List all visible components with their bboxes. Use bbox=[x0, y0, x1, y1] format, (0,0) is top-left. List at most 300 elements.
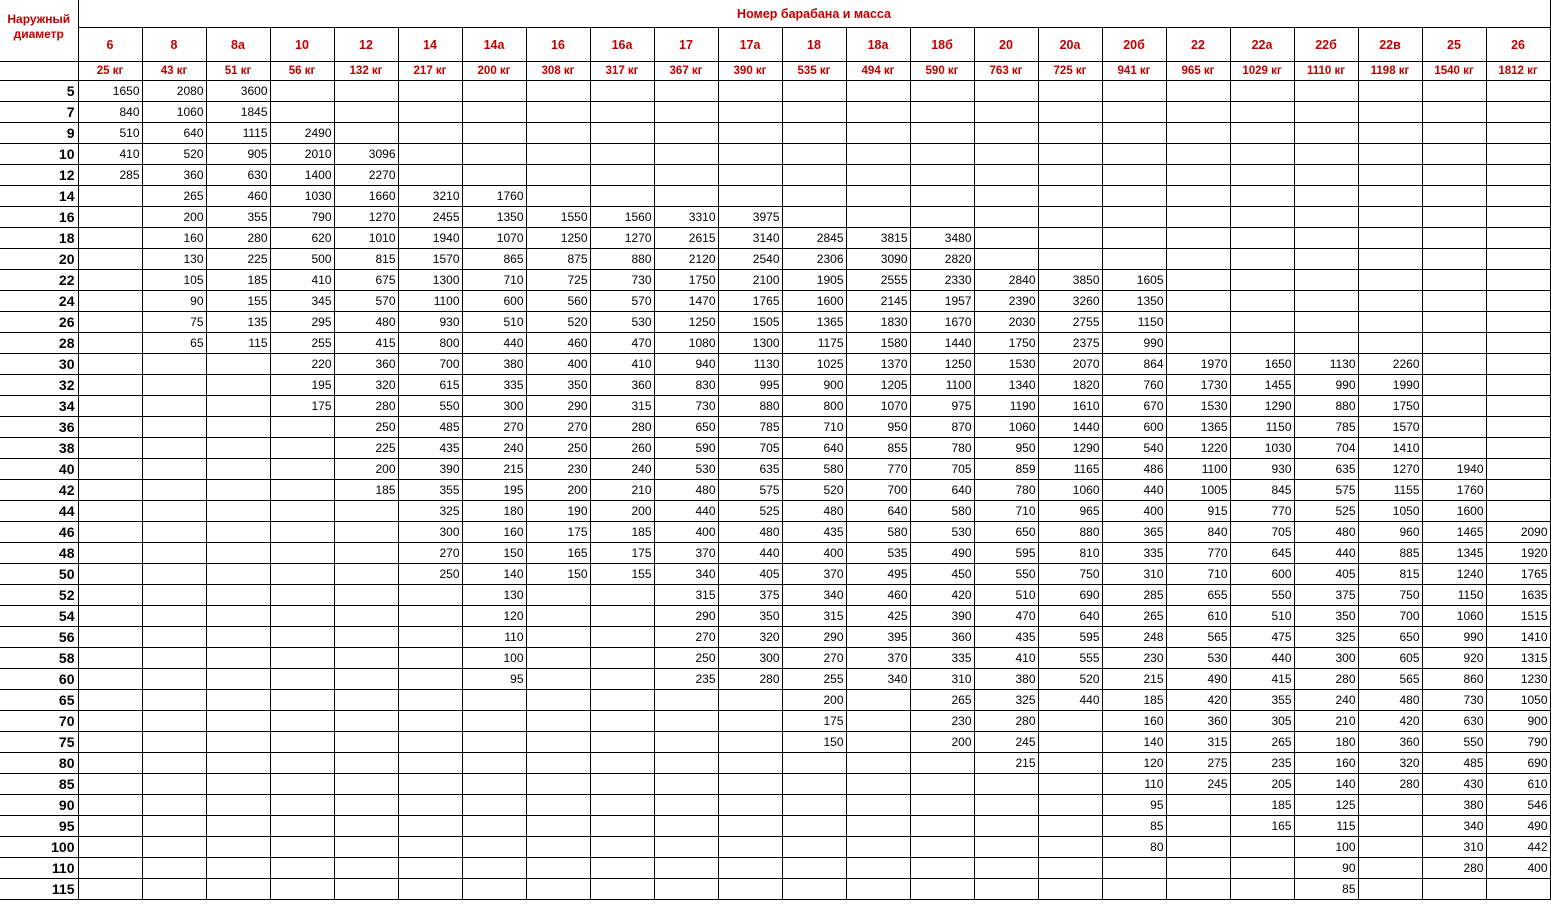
drum-mass-row bbox=[0, 62, 1550, 81]
length-value-cell: 520 bbox=[142, 144, 206, 165]
length-value-cell bbox=[78, 795, 142, 816]
length-value-cell: 1505 bbox=[718, 312, 782, 333]
length-value-cell bbox=[1422, 354, 1486, 375]
length-value-cell: 115 bbox=[1294, 816, 1358, 837]
length-value-cell bbox=[334, 879, 398, 900]
length-value-cell bbox=[654, 102, 718, 123]
length-value-cell: 290 bbox=[654, 606, 718, 627]
length-value-cell bbox=[1486, 102, 1550, 123]
length-value-cell: 280 bbox=[1294, 669, 1358, 690]
length-value-cell: 370 bbox=[654, 543, 718, 564]
length-value-cell bbox=[846, 816, 910, 837]
length-value-cell: 705 bbox=[718, 438, 782, 459]
length-value-cell bbox=[78, 648, 142, 669]
length-value-cell bbox=[590, 627, 654, 648]
drum-number-header: 12 bbox=[334, 28, 398, 62]
mass-row-blank-cell bbox=[0, 62, 78, 81]
length-value-cell bbox=[1166, 102, 1230, 123]
length-value-cell: 690 bbox=[1486, 753, 1550, 774]
length-value-cell bbox=[1358, 165, 1422, 186]
length-value-cell: 235 bbox=[1230, 753, 1294, 774]
length-value-cell bbox=[718, 816, 782, 837]
drum-mass-header: 308 кг bbox=[526, 62, 590, 81]
length-value-cell bbox=[1166, 312, 1230, 333]
length-value-cell bbox=[398, 774, 462, 795]
table-row bbox=[0, 438, 1550, 459]
length-value-cell bbox=[270, 627, 334, 648]
length-value-cell bbox=[142, 627, 206, 648]
length-value-cell bbox=[526, 837, 590, 858]
table-row bbox=[0, 186, 1550, 207]
length-value-cell: 930 bbox=[398, 312, 462, 333]
length-value-cell: 1750 bbox=[654, 270, 718, 291]
length-value-cell: 675 bbox=[334, 270, 398, 291]
length-value-cell bbox=[1294, 123, 1358, 144]
table-row bbox=[0, 123, 1550, 144]
length-value-cell bbox=[1422, 165, 1486, 186]
table-row bbox=[0, 333, 1550, 354]
length-value-cell: 2330 bbox=[910, 270, 974, 291]
length-value-cell bbox=[590, 774, 654, 795]
drum-number-header: 16 bbox=[526, 28, 590, 62]
length-value-cell: 480 bbox=[782, 501, 846, 522]
length-value-cell: 340 bbox=[654, 564, 718, 585]
length-value-cell: 360 bbox=[1166, 711, 1230, 732]
length-value-cell: 905 bbox=[206, 144, 270, 165]
length-value-cell bbox=[142, 711, 206, 732]
drum-mass-header: 390 кг bbox=[718, 62, 782, 81]
length-value-cell bbox=[1294, 312, 1358, 333]
length-value-cell: 700 bbox=[1358, 606, 1422, 627]
length-value-cell bbox=[462, 753, 526, 774]
length-value-cell bbox=[1294, 81, 1358, 102]
length-value-cell bbox=[462, 816, 526, 837]
length-value-cell: 440 bbox=[1038, 690, 1102, 711]
length-value-cell: 830 bbox=[654, 375, 718, 396]
length-value-cell bbox=[142, 753, 206, 774]
length-value-cell bbox=[1294, 270, 1358, 291]
length-value-cell: 2306 bbox=[782, 249, 846, 270]
length-value-cell: 510 bbox=[974, 585, 1038, 606]
length-value-cell bbox=[78, 858, 142, 879]
length-value-cell bbox=[1486, 207, 1550, 228]
outer-diameter-header: Наружный диаметр bbox=[0, 0, 78, 62]
length-value-cell: 1350 bbox=[1102, 291, 1166, 312]
length-value-cell bbox=[526, 627, 590, 648]
length-value-cell: 1005 bbox=[1166, 480, 1230, 501]
length-value-cell: 1570 bbox=[398, 249, 462, 270]
length-value-cell: 250 bbox=[398, 564, 462, 585]
length-value-cell bbox=[462, 732, 526, 753]
length-value-cell: 1290 bbox=[1038, 438, 1102, 459]
length-value-cell: 710 bbox=[782, 417, 846, 438]
length-value-cell: 1060 bbox=[974, 417, 1038, 438]
outer-diameter-cell: 110 bbox=[0, 858, 78, 879]
length-value-cell bbox=[1486, 333, 1550, 354]
length-value-cell bbox=[1102, 186, 1166, 207]
length-value-cell: 3480 bbox=[910, 228, 974, 249]
length-value-cell: 770 bbox=[1166, 543, 1230, 564]
length-value-cell: 185 bbox=[206, 270, 270, 291]
length-value-cell: 230 bbox=[910, 711, 974, 732]
length-value-cell bbox=[270, 879, 334, 900]
length-value-cell: 300 bbox=[718, 648, 782, 669]
length-value-cell bbox=[590, 732, 654, 753]
length-value-cell bbox=[1294, 102, 1358, 123]
length-value-cell bbox=[206, 774, 270, 795]
drum-number-header: 18 bbox=[782, 28, 846, 62]
length-value-cell bbox=[526, 816, 590, 837]
length-value-cell bbox=[526, 81, 590, 102]
length-value-cell: 315 bbox=[782, 606, 846, 627]
length-value-cell: 270 bbox=[782, 648, 846, 669]
drum-number-header: 8а bbox=[206, 28, 270, 62]
length-value-cell bbox=[526, 795, 590, 816]
length-value-cell: 450 bbox=[910, 564, 974, 585]
length-value-cell bbox=[782, 123, 846, 144]
length-value-cell: 380 bbox=[974, 669, 1038, 690]
length-value-cell: 480 bbox=[654, 480, 718, 501]
length-value-cell: 3310 bbox=[654, 207, 718, 228]
table-row bbox=[0, 606, 1550, 627]
length-value-cell bbox=[1486, 417, 1550, 438]
length-value-cell bbox=[334, 585, 398, 606]
length-value-cell bbox=[1038, 774, 1102, 795]
outer-diameter-cell: 46 bbox=[0, 522, 78, 543]
outer-diameter-cell: 56 bbox=[0, 627, 78, 648]
length-value-cell bbox=[334, 816, 398, 837]
length-value-cell bbox=[1358, 102, 1422, 123]
length-value-cell bbox=[78, 333, 142, 354]
length-value-cell: 155 bbox=[206, 291, 270, 312]
length-value-cell: 730 bbox=[654, 396, 718, 417]
length-value-cell bbox=[1102, 207, 1166, 228]
length-value-cell: 110 bbox=[462, 627, 526, 648]
length-value-cell: 255 bbox=[270, 333, 334, 354]
length-value-cell: 340 bbox=[1422, 816, 1486, 837]
length-value-cell: 285 bbox=[1102, 585, 1166, 606]
length-value-cell bbox=[142, 837, 206, 858]
length-value-cell bbox=[1422, 123, 1486, 144]
length-value-cell bbox=[846, 795, 910, 816]
length-value-cell: 315 bbox=[590, 396, 654, 417]
length-value-cell: 110 bbox=[1102, 774, 1166, 795]
length-value-cell bbox=[270, 711, 334, 732]
length-value-cell: 270 bbox=[654, 627, 718, 648]
length-value-cell bbox=[1486, 291, 1550, 312]
length-value-cell: 410 bbox=[270, 270, 334, 291]
length-value-cell bbox=[398, 711, 462, 732]
length-value-cell bbox=[910, 165, 974, 186]
length-value-cell: 270 bbox=[398, 543, 462, 564]
length-value-cell: 855 bbox=[846, 438, 910, 459]
length-value-cell bbox=[1422, 375, 1486, 396]
length-value-cell: 140 bbox=[1294, 774, 1358, 795]
length-value-cell: 840 bbox=[78, 102, 142, 123]
length-value-cell: 2090 bbox=[1486, 522, 1550, 543]
length-value-cell: 65 bbox=[142, 333, 206, 354]
length-value-cell: 580 bbox=[910, 501, 974, 522]
table-row bbox=[0, 270, 1550, 291]
length-value-cell bbox=[78, 669, 142, 690]
length-value-cell bbox=[270, 606, 334, 627]
length-value-cell bbox=[334, 543, 398, 564]
length-value-cell bbox=[1422, 396, 1486, 417]
length-value-cell bbox=[78, 417, 142, 438]
length-value-cell bbox=[974, 228, 1038, 249]
length-value-cell bbox=[78, 396, 142, 417]
length-value-cell bbox=[654, 795, 718, 816]
length-value-cell: 1345 bbox=[1422, 543, 1486, 564]
length-value-cell bbox=[526, 123, 590, 144]
table-row bbox=[0, 858, 1550, 879]
length-value-cell: 420 bbox=[1166, 690, 1230, 711]
length-value-cell bbox=[526, 585, 590, 606]
length-value-cell bbox=[782, 816, 846, 837]
length-value-cell: 1580 bbox=[846, 333, 910, 354]
length-value-cell bbox=[526, 648, 590, 669]
drum-number-header: 8 bbox=[142, 28, 206, 62]
length-value-cell: 730 bbox=[1422, 690, 1486, 711]
length-value-cell bbox=[206, 564, 270, 585]
length-value-cell bbox=[206, 501, 270, 522]
table-row bbox=[0, 564, 1550, 585]
length-value-cell: 1030 bbox=[270, 186, 334, 207]
drum-mass-header: 535 кг bbox=[782, 62, 846, 81]
length-value-cell: 635 bbox=[718, 459, 782, 480]
length-value-cell: 495 bbox=[846, 564, 910, 585]
table-row bbox=[0, 207, 1550, 228]
table-row bbox=[0, 816, 1550, 837]
length-value-cell: 565 bbox=[1166, 627, 1230, 648]
length-value-cell: 520 bbox=[782, 480, 846, 501]
length-value-cell: 640 bbox=[142, 123, 206, 144]
length-value-cell: 960 bbox=[1358, 522, 1422, 543]
length-value-cell: 405 bbox=[718, 564, 782, 585]
length-value-cell bbox=[782, 774, 846, 795]
length-value-cell: 425 bbox=[846, 606, 910, 627]
length-value-cell bbox=[78, 186, 142, 207]
length-value-cell bbox=[1038, 186, 1102, 207]
length-value-cell: 575 bbox=[718, 480, 782, 501]
outer-diameter-cell: 70 bbox=[0, 711, 78, 732]
length-value-cell bbox=[526, 858, 590, 879]
length-value-cell: 490 bbox=[1486, 816, 1550, 837]
length-value-cell bbox=[1166, 270, 1230, 291]
length-value-cell: 1025 bbox=[782, 354, 846, 375]
length-value-cell: 1270 bbox=[590, 228, 654, 249]
length-value-cell bbox=[206, 669, 270, 690]
length-value-cell bbox=[78, 627, 142, 648]
length-value-cell: 2145 bbox=[846, 291, 910, 312]
length-value-cell: 280 bbox=[1422, 858, 1486, 879]
length-value-cell: 3815 bbox=[846, 228, 910, 249]
drum-mass-header: 763 кг bbox=[974, 62, 1038, 81]
length-value-cell: 160 bbox=[462, 522, 526, 543]
length-value-cell bbox=[846, 858, 910, 879]
length-value-cell bbox=[974, 207, 1038, 228]
length-value-cell: 460 bbox=[846, 585, 910, 606]
outer-diameter-cell: 58 bbox=[0, 648, 78, 669]
length-value-cell: 320 bbox=[1358, 753, 1422, 774]
length-value-cell bbox=[654, 858, 718, 879]
length-value-cell bbox=[782, 879, 846, 900]
length-value-cell bbox=[846, 774, 910, 795]
length-value-cell: 335 bbox=[462, 375, 526, 396]
length-value-cell bbox=[206, 627, 270, 648]
length-value-cell: 90 bbox=[1294, 858, 1358, 879]
length-value-cell: 2080 bbox=[142, 81, 206, 102]
length-value-cell bbox=[334, 753, 398, 774]
length-value-cell: 1660 bbox=[334, 186, 398, 207]
length-value-cell bbox=[974, 165, 1038, 186]
length-value-cell bbox=[270, 690, 334, 711]
outer-diameter-cell: 48 bbox=[0, 543, 78, 564]
length-value-cell: 175 bbox=[270, 396, 334, 417]
length-value-cell bbox=[462, 81, 526, 102]
length-value-cell bbox=[910, 837, 974, 858]
length-value-cell: 200 bbox=[782, 690, 846, 711]
length-value-cell bbox=[1422, 144, 1486, 165]
length-value-cell: 1150 bbox=[1422, 585, 1486, 606]
length-value-cell bbox=[718, 165, 782, 186]
length-value-cell bbox=[846, 732, 910, 753]
length-value-cell bbox=[78, 606, 142, 627]
length-value-cell: 1340 bbox=[974, 375, 1038, 396]
length-value-cell bbox=[846, 186, 910, 207]
length-value-cell: 95 bbox=[462, 669, 526, 690]
length-value-cell bbox=[334, 648, 398, 669]
length-value-cell bbox=[398, 879, 462, 900]
length-value-cell: 1650 bbox=[1230, 354, 1294, 375]
length-value-cell bbox=[1422, 186, 1486, 207]
length-value-cell: 460 bbox=[526, 333, 590, 354]
length-value-cell bbox=[398, 81, 462, 102]
length-value-cell: 670 bbox=[1102, 396, 1166, 417]
length-value-cell: 2555 bbox=[846, 270, 910, 291]
length-value-cell bbox=[1038, 207, 1102, 228]
length-value-cell: 1070 bbox=[462, 228, 526, 249]
length-value-cell bbox=[206, 396, 270, 417]
length-value-cell: 760 bbox=[1102, 375, 1166, 396]
length-value-cell: 200 bbox=[142, 207, 206, 228]
length-value-cell: 442 bbox=[1486, 837, 1550, 858]
length-value-cell: 205 bbox=[1230, 774, 1294, 795]
outer-diameter-cell: 22 bbox=[0, 270, 78, 291]
length-value-cell bbox=[1230, 102, 1294, 123]
length-value-cell: 990 bbox=[1422, 627, 1486, 648]
length-value-cell bbox=[462, 795, 526, 816]
length-value-cell: 2455 bbox=[398, 207, 462, 228]
length-value-cell bbox=[1166, 816, 1230, 837]
length-value-cell bbox=[206, 522, 270, 543]
length-value-cell: 335 bbox=[1102, 543, 1166, 564]
length-value-cell bbox=[142, 648, 206, 669]
length-value-cell: 550 bbox=[1230, 585, 1294, 606]
length-value-cell bbox=[270, 81, 334, 102]
length-value-cell: 950 bbox=[974, 438, 1038, 459]
length-value-cell bbox=[142, 501, 206, 522]
length-value-cell: 555 bbox=[1038, 648, 1102, 669]
length-value-cell: 530 bbox=[654, 459, 718, 480]
length-value-cell bbox=[1294, 291, 1358, 312]
table-row bbox=[0, 312, 1550, 333]
length-value-cell bbox=[142, 606, 206, 627]
length-value-cell: 870 bbox=[910, 417, 974, 438]
length-value-cell bbox=[974, 102, 1038, 123]
length-value-cell bbox=[398, 123, 462, 144]
length-value-cell bbox=[654, 732, 718, 753]
length-value-cell bbox=[846, 123, 910, 144]
length-value-cell: 130 bbox=[142, 249, 206, 270]
length-value-cell bbox=[462, 879, 526, 900]
drum-number-header: 22 bbox=[1166, 28, 1230, 62]
length-value-cell bbox=[142, 354, 206, 375]
length-value-cell: 85 bbox=[1294, 879, 1358, 900]
table-row bbox=[0, 669, 1550, 690]
length-value-cell: 295 bbox=[270, 312, 334, 333]
length-value-cell bbox=[1294, 144, 1358, 165]
length-value-cell: 815 bbox=[334, 249, 398, 270]
length-value-cell: 310 bbox=[1102, 564, 1166, 585]
length-value-cell bbox=[782, 858, 846, 879]
table-row bbox=[0, 732, 1550, 753]
length-value-cell: 470 bbox=[974, 606, 1038, 627]
length-value-cell: 520 bbox=[1038, 669, 1102, 690]
length-value-cell bbox=[526, 606, 590, 627]
table-title: Номер барабана и масса bbox=[78, 0, 1550, 28]
length-value-cell: 100 bbox=[462, 648, 526, 669]
length-value-cell: 155 bbox=[590, 564, 654, 585]
table-row bbox=[0, 417, 1550, 438]
length-value-cell: 690 bbox=[1038, 585, 1102, 606]
length-value-cell: 1130 bbox=[1294, 354, 1358, 375]
table-row bbox=[0, 879, 1550, 900]
length-value-cell bbox=[142, 858, 206, 879]
length-value-cell bbox=[142, 669, 206, 690]
length-value-cell: 310 bbox=[910, 669, 974, 690]
length-value-cell bbox=[718, 144, 782, 165]
length-value-cell: 1175 bbox=[782, 333, 846, 354]
length-value-cell bbox=[910, 774, 974, 795]
table-row bbox=[0, 480, 1550, 501]
length-value-cell: 248 bbox=[1102, 627, 1166, 648]
length-value-cell bbox=[142, 564, 206, 585]
outer-diameter-cell: 5 bbox=[0, 81, 78, 102]
length-value-cell bbox=[78, 753, 142, 774]
length-value-cell: 1670 bbox=[910, 312, 974, 333]
length-value-cell: 435 bbox=[974, 627, 1038, 648]
length-value-cell bbox=[1486, 459, 1550, 480]
length-value-cell bbox=[782, 81, 846, 102]
length-value-cell bbox=[1422, 102, 1486, 123]
length-value-cell bbox=[782, 207, 846, 228]
length-value-cell bbox=[1166, 186, 1230, 207]
length-value-cell: 370 bbox=[846, 648, 910, 669]
outer-diameter-cell: 100 bbox=[0, 837, 78, 858]
length-value-cell bbox=[846, 753, 910, 774]
length-value-cell bbox=[654, 837, 718, 858]
length-value-cell: 1060 bbox=[1422, 606, 1486, 627]
length-value-cell: 220 bbox=[270, 354, 334, 375]
length-value-cell: 415 bbox=[334, 333, 398, 354]
length-value-cell: 1270 bbox=[334, 207, 398, 228]
length-value-cell bbox=[270, 837, 334, 858]
length-value-cell: 80 bbox=[1102, 837, 1166, 858]
length-value-cell bbox=[270, 669, 334, 690]
drum-mass-header: 317 кг bbox=[590, 62, 654, 81]
length-value-cell: 215 bbox=[462, 459, 526, 480]
